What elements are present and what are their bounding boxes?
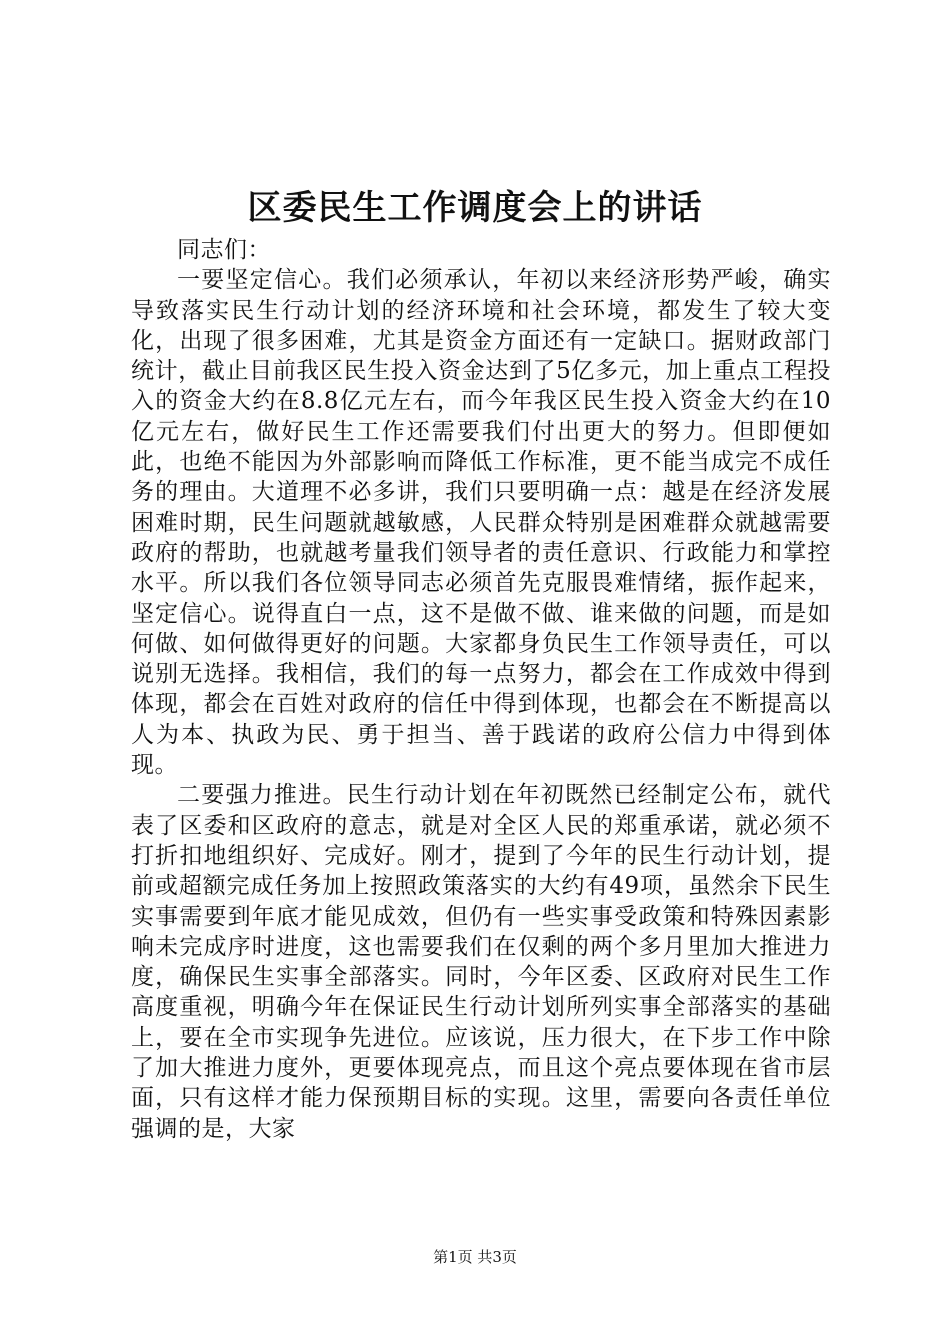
salutation: 同志们：: [177, 237, 271, 263]
document-title: 区委民生工作调度会上的讲话: [247, 188, 703, 228]
page-footer: 第1页 共3页: [433, 1248, 517, 1266]
paragraph-1: 一要坚定信心。我们必须承认，年初以来经济形势严峻，确实导致落实民生行动计划的经济环境和社会环境，都发生了较大变化，出现了很多困难，尤其是资金方面还有一定缺口。据财政部门统计，截止目前我区民生投入资金达到了5亿多元，加上重点工程投入的资金大约在8.8亿元左右，而今年我区民生投入资金大约在10亿元左右，做好民生工作还需要我们付出更大的努力。但即便如此，也绝不能因为外部影响而降低工作标准，更不能当成完不成任务的理由。大道理不必多讲，我们只要明确一点：越是在经济发展困难时期，民生问题就越敏感，人民群众特别是困难群众就越需要政府的帮助，也就越考量我们领导者的责任意识、行政能力和掌控水平。所以我们各位领导同志必须首先克服畏难情绪，振作起来，坚定信心。说得直白一点，这不是做不做、谁来做的问题，而是如何做、如何做得更好的问题。大家都身负民生工作领导责任，可以说别无选择。我相信，我们的每一点努力，都会在工作成效中得到体现，都会在百姓对政府的信任中得到体现，也都会在不断提高以人为本、执政为民、勇于担当、善于践诺的政府公信力中得到体现。: [131, 267, 831, 779]
paragraph-2: 二要强力推进。民生行动计划在年初既然已经制定公布，就代表了区委和区政府的意志，就是对全区人民的郑重承诺，就必须不打折扣地组织好、完成好。刚才，提到了今年的民生行动计划，提前或超额完成任务加上按照政策落实的大约有49项，虽然余下民生实事需要到年底才能见成效，但仍有一些实事受政策和特殊因素影响未完成序时进度，这也需要我们在仅剩的两个多月里加大推进力度，确保民生实事全部落实。同时，今年区委、区政府对民生工作高度重视，明确今年在保证民生行动计划所列实事全部落实的基础上，要在全市实现争先进位。应该说，压力很大，在下步工作中除了加大推进力度外，更要体现亮点，而且这个亮点要体现在省市层面，只有这样才能力保预期目标的实现。这里，需要向各责任单位强调的是，大家: [131, 782, 831, 1142]
document-body: [131, 235, 831, 1144]
